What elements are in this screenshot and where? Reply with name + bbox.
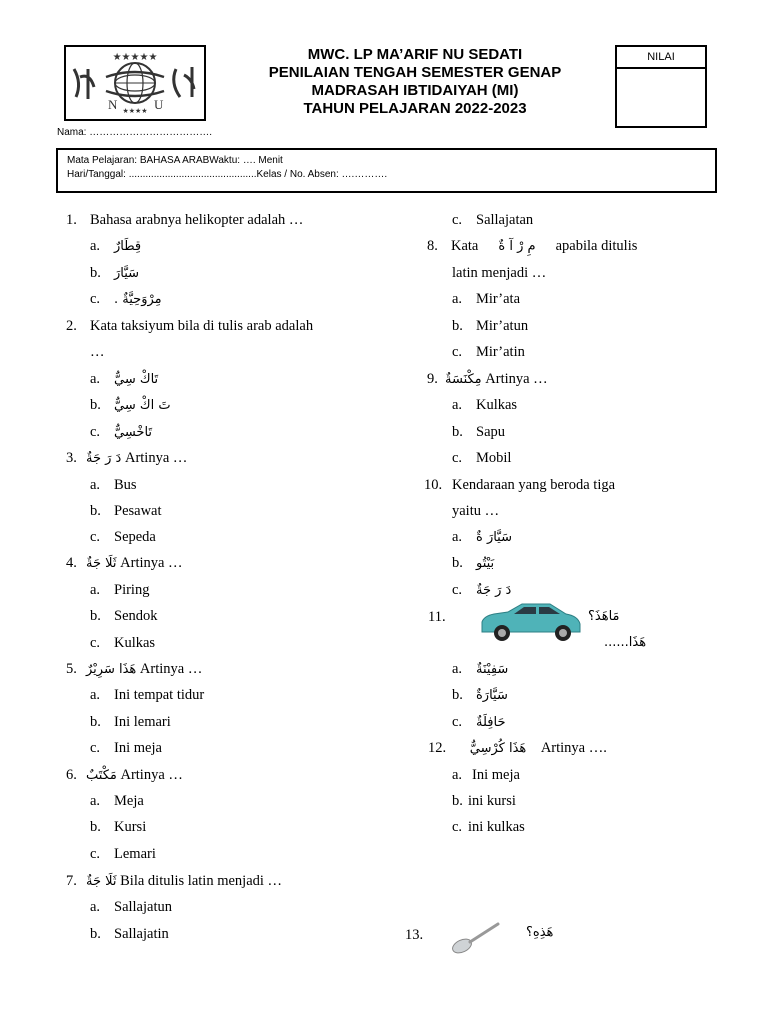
option-10a: a. سَيَّارَ ةٌ bbox=[452, 529, 512, 545]
question-12: 12. هَذَا كُرْسِيٌّ Artinya …. bbox=[428, 740, 607, 756]
option-3a: a. Bus bbox=[90, 477, 137, 493]
nama-field: Nama: ………………………………. bbox=[57, 127, 213, 138]
question-13-arabic: هَذِهِ؟ bbox=[526, 925, 554, 940]
option-6a: a. Meja bbox=[90, 793, 144, 809]
option-4b: b. Sendok bbox=[90, 608, 158, 624]
question-2: 2. Kata taksiyum bila di tulis arab adalah bbox=[66, 318, 314, 334]
info-line-1: Mata Pelajaran: BAHASA ARABWaktu: …. Menit bbox=[67, 155, 283, 166]
svg-text:★★★★: ★★★★ bbox=[122, 107, 148, 115]
nu-logo-box bbox=[64, 45, 206, 121]
logo-letter-u: U bbox=[154, 97, 164, 112]
option-11b: b. سَيَّارَةٌ bbox=[452, 687, 508, 703]
header-line-1: MWC. LP MA’ARIF NU SEDATI bbox=[307, 46, 523, 63]
option-12a: a. Ini meja bbox=[452, 767, 520, 783]
header-line-4: TAHUN PELAJARAN 2022-2023 bbox=[303, 100, 527, 117]
question-3: 3. دَ رَ جَةٌ Artinya … bbox=[66, 450, 188, 466]
spoon-icon bbox=[450, 920, 502, 956]
option-1b: b. سَيَّارَ bbox=[90, 265, 140, 281]
header-title-block bbox=[210, 46, 620, 118]
question-5: 5. هَذَا سَرِيْرٌ Artinya … bbox=[66, 661, 203, 677]
nu-logo-icon bbox=[66, 47, 204, 119]
option-9a: a. Kulkas bbox=[452, 397, 518, 413]
option-5c: c. Ini meja bbox=[90, 740, 162, 756]
option-1c: c. مِرْوَحِيَّةٌ . bbox=[90, 291, 162, 307]
question-number: 1. bbox=[66, 212, 77, 228]
option-1a: a. قِطَارٌ bbox=[90, 238, 142, 254]
question-13-number: 13. bbox=[405, 927, 424, 943]
header-line-2: PENILAIAN TENGAH SEMESTER GENAP bbox=[268, 64, 562, 81]
option-9b: b. Sapu bbox=[452, 424, 505, 440]
option-11a: a. سَفِيْنَةٌ bbox=[452, 661, 509, 677]
question-6: 6. مَكْتَبٌ Artinya … bbox=[66, 767, 183, 783]
option-6b: b. Kursi bbox=[90, 819, 147, 835]
option-7a: a. Sallajatun bbox=[90, 899, 172, 915]
question-8-continued: latin menjadi … bbox=[452, 265, 547, 281]
question-11-number: 11. bbox=[428, 609, 446, 625]
option-3c: c. Sepeda bbox=[90, 529, 156, 545]
option-2c: c. تَاخْسِيٌّ bbox=[90, 424, 153, 440]
option-4a: a. Piring bbox=[90, 582, 150, 598]
option-7c: c. Sallajatan bbox=[452, 212, 534, 228]
option-3b: b. Pesawat bbox=[90, 503, 162, 519]
header-line-3: MADRASAH IBTIDAIYAH (MI) bbox=[311, 82, 519, 99]
question-7: 7. ثَلَا جَةٌ Bila ditulis latin menjadi … bbox=[66, 873, 283, 889]
question-11-arabic-2: هَذَا...... bbox=[604, 635, 647, 650]
option-8b: b. Mir’atun bbox=[452, 318, 529, 334]
option-9c: c. Mobil bbox=[452, 450, 512, 466]
option-11c: c. حَافِلَةٌ bbox=[452, 714, 506, 730]
option-10c: c. دَ رَ جَةٌ bbox=[452, 582, 512, 598]
option-5a: a. Ini tempat tidur bbox=[90, 687, 205, 703]
question-10: 10. Kendaraan yang beroda tiga bbox=[424, 477, 616, 493]
question-10-continued: yaitu … bbox=[452, 503, 500, 519]
info-box bbox=[56, 148, 717, 193]
info-line-2: Hari/Tanggal: ..............................................Kelas / No. Absen: ….………. bbox=[67, 169, 388, 180]
question-2-continued: … bbox=[90, 344, 105, 360]
car-icon bbox=[478, 600, 584, 644]
question-text: Bahasa arabnya helikopter adalah … bbox=[90, 212, 304, 228]
question-11-arabic-1: مَاهَذَ؟ bbox=[588, 609, 620, 624]
svg-text:★★★★★: ★★★★★ bbox=[112, 52, 158, 63]
logo-letter-n: N bbox=[108, 97, 118, 112]
nilai-label: NILAI bbox=[617, 47, 705, 69]
question-9: 9. مِكْنَسَةٌ Artinya … bbox=[427, 371, 548, 387]
nilai-box bbox=[615, 45, 707, 128]
option-12c: c. ini kulkas bbox=[452, 819, 525, 835]
option-8a: a. Mir’ata bbox=[452, 291, 521, 307]
option-2a: a. تَاكْ سِيٌّ bbox=[90, 371, 159, 387]
option-2b: b. تَ اكْ سِيٌّ bbox=[90, 397, 171, 413]
option-7b: b. Sallajatin bbox=[90, 926, 169, 942]
option-12b: b. ini kursi bbox=[452, 793, 516, 809]
option-6c: c. Lemari bbox=[90, 846, 156, 862]
option-4c: c. Kulkas bbox=[90, 635, 156, 651]
question-1 bbox=[66, 211, 303, 229]
option-8c: c. Mir’atin bbox=[452, 344, 525, 360]
question-8: 8. Kata مِ رْ آ ةٌ apabila ditulis bbox=[427, 238, 638, 254]
question-4: 4. ثَلَا جَةٌ Artinya … bbox=[66, 555, 183, 571]
option-10b: b. بَيْتُو bbox=[452, 555, 495, 571]
option-5b: b. Ini lemari bbox=[90, 714, 171, 730]
